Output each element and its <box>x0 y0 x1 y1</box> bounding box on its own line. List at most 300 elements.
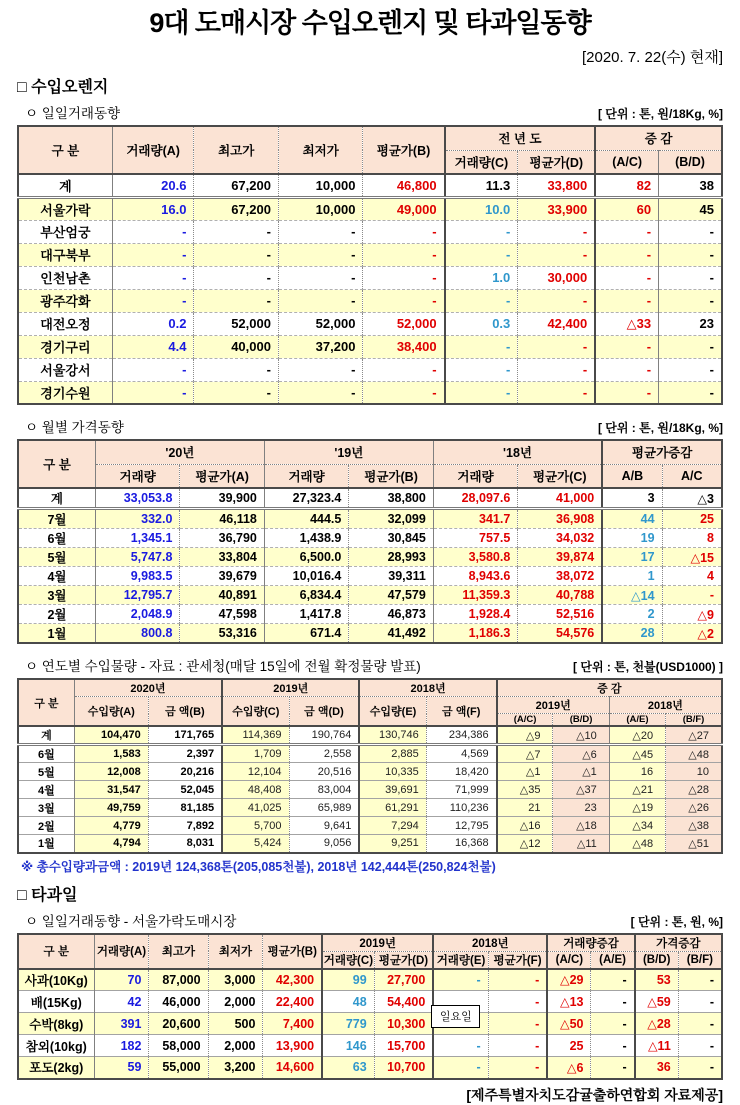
data-cell: 114,369 <box>222 726 289 745</box>
column-header: 거래량 <box>433 464 517 488</box>
data-cell: 28,097.6 <box>433 488 517 509</box>
data-cell: 110,236 <box>426 799 496 817</box>
data-cell: 28 <box>602 624 662 644</box>
data-cell: - <box>659 220 722 243</box>
column-header: 증 감 <box>497 679 722 697</box>
data-cell: 20,600 <box>149 1013 208 1035</box>
column-header: A/B <box>602 464 662 488</box>
data-cell: - <box>433 1035 488 1057</box>
data-cell: 39,874 <box>518 548 602 567</box>
data-cell: △7 <box>497 745 553 763</box>
data-cell: - <box>678 1013 722 1035</box>
data-cell: 40,891 <box>180 586 264 605</box>
data-cell: 38,400 <box>363 335 445 358</box>
data-cell: 182 <box>94 1035 149 1057</box>
data-cell: 1,438.9 <box>264 529 348 548</box>
column-header: (B/D) <box>553 714 609 727</box>
table-row <box>18 509 722 529</box>
data-cell: - <box>194 358 278 381</box>
data-cell: △16 <box>497 817 553 835</box>
unit-label: [ 단위 : 톤, 천불(USD1000) ] <box>573 660 723 675</box>
data-cell: 4.4 <box>112 335 194 358</box>
subsection-label: ㅇ 월별 가격동향 <box>25 420 124 436</box>
data-cell: 16,368 <box>426 835 496 853</box>
data-cell: 36 <box>635 1057 679 1079</box>
data-cell: - <box>595 358 658 381</box>
row-label: 인천남촌 <box>18 266 112 289</box>
data-cell: - <box>278 243 362 266</box>
data-cell: 8,031 <box>148 835 222 853</box>
data-cell: △45 <box>609 745 665 763</box>
data-cell: 130,746 <box>359 726 426 745</box>
row-label: 배(15Kg) <box>18 991 94 1013</box>
data-cell: 52,045 <box>148 781 222 799</box>
data-cell: 39,900 <box>180 488 264 509</box>
data-cell: 9,641 <box>289 817 359 835</box>
column-header: 구 분 <box>18 679 74 726</box>
row-label: 포도(2kg) <box>18 1057 94 1079</box>
data-cell: 8,943.6 <box>433 567 517 586</box>
data-cell: 23 <box>659 312 722 335</box>
data-cell: 48,408 <box>222 781 289 799</box>
data-cell: 41,492 <box>349 624 433 644</box>
row-label: 7월 <box>18 509 95 529</box>
data-cell: 4,569 <box>426 745 496 763</box>
row-label: 3월 <box>18 799 74 817</box>
data-cell: △21 <box>609 781 665 799</box>
data-cell: 42 <box>94 991 149 1013</box>
data-cell: - <box>518 358 595 381</box>
data-cell: 779 <box>322 1013 374 1035</box>
column-header: 최고가 <box>149 934 208 969</box>
column-header: 평균가(B) <box>363 126 445 174</box>
data-cell: 10,700 <box>374 1057 433 1079</box>
data-cell: 0.3 <box>445 312 518 335</box>
data-cell: - <box>518 243 595 266</box>
subsection-label: ㅇ 일일거래동향 - 서울가락도매시장 <box>25 913 237 929</box>
column-header: 수입량(C) <box>222 697 289 727</box>
data-cell: 14,600 <box>263 1057 322 1079</box>
data-cell: - <box>488 1035 547 1057</box>
table-row <box>18 567 722 586</box>
data-cell: - <box>595 266 658 289</box>
data-cell: 48 <box>322 991 374 1013</box>
data-cell: 71,999 <box>426 781 496 799</box>
data-cell: 0.2 <box>112 312 194 335</box>
data-cell: 1,928.4 <box>433 605 517 624</box>
data-cell: 58,000 <box>149 1035 208 1057</box>
data-cell: 28,993 <box>349 548 433 567</box>
data-cell: - <box>662 586 722 605</box>
data-cell: 52,000 <box>278 312 362 335</box>
data-cell: 2 <box>602 605 662 624</box>
data-cell: - <box>591 1035 635 1057</box>
data-cell: △35 <box>497 781 553 799</box>
column-header: 평균가(D) <box>374 951 433 969</box>
column-header: 거래량(A) <box>112 126 194 174</box>
data-cell: 10,000 <box>278 174 362 197</box>
data-cell: 87,000 <box>149 969 208 991</box>
column-header: 2020년 <box>74 679 222 697</box>
data-cell: - <box>194 220 278 243</box>
data-cell: 1,417.8 <box>264 605 348 624</box>
row-label: 6월 <box>18 529 95 548</box>
data-cell: △6 <box>547 1057 591 1079</box>
data-cell: - <box>445 335 518 358</box>
column-header: 거래량 <box>264 464 348 488</box>
data-cell: △3 <box>662 488 722 509</box>
data-cell: △18 <box>553 817 609 835</box>
column-header: (B/D) <box>659 150 722 174</box>
data-cell: 6,834.4 <box>264 586 348 605</box>
data-cell: 83,004 <box>289 781 359 799</box>
data-cell: - <box>363 358 445 381</box>
column-header: 가격증감 <box>635 934 722 952</box>
column-header: 2019년 <box>322 934 433 952</box>
data-cell: 12,795 <box>426 817 496 835</box>
data-cell: 33,053.8 <box>95 488 179 509</box>
row-label: 계 <box>18 726 74 745</box>
data-cell: - <box>488 969 547 991</box>
data-cell: 46,873 <box>349 605 433 624</box>
row-label: 4월 <box>18 781 74 799</box>
data-cell: 5,700 <box>222 817 289 835</box>
column-header: 거래량증감 <box>547 934 634 952</box>
data-cell: △59 <box>635 991 679 1013</box>
data-cell: 104,470 <box>74 726 148 745</box>
data-cell: - <box>591 1057 635 1079</box>
data-cell: - <box>595 381 658 404</box>
row-label: 사과(10Kg) <box>18 969 94 991</box>
data-cell: - <box>112 266 194 289</box>
column-header: '18년 <box>433 440 602 464</box>
data-cell: 146 <box>322 1035 374 1057</box>
data-cell: 16.0 <box>112 197 194 220</box>
data-cell: 8 <box>662 529 722 548</box>
column-header: 구 분 <box>18 126 112 174</box>
data-cell: - <box>488 1013 547 1035</box>
data-cell: △15 <box>662 548 722 567</box>
column-header: (B/F) <box>678 951 722 969</box>
data-cell: - <box>363 220 445 243</box>
data-cell: 55,000 <box>149 1057 208 1079</box>
data-cell: 190,764 <box>289 726 359 745</box>
data-cell: 27,700 <box>374 969 433 991</box>
data-cell: 341.7 <box>433 509 517 529</box>
data-cell: 234,386 <box>426 726 496 745</box>
data-cell: 42,400 <box>518 312 595 335</box>
table-row <box>18 817 722 835</box>
data-cell: 7,892 <box>148 817 222 835</box>
table-row <box>18 799 722 817</box>
data-cell: - <box>445 243 518 266</box>
data-cell: △27 <box>666 726 722 745</box>
data-cell: - <box>278 220 362 243</box>
data-cell: - <box>518 289 595 312</box>
column-header: 수입량(A) <box>74 697 148 727</box>
column-header: (A/E) <box>591 951 635 969</box>
data-cell: - <box>659 266 722 289</box>
data-cell: 9,056 <box>289 835 359 853</box>
subsection-orange-monthly <box>17 416 723 436</box>
data-cell: △20 <box>609 726 665 745</box>
orange-daily-trade-table <box>17 125 723 405</box>
data-cell: 61,291 <box>359 799 426 817</box>
data-cell: - <box>363 289 445 312</box>
data-cell: 82 <box>595 174 658 197</box>
other-fruit-table-wrap <box>17 933 723 1080</box>
data-cell: - <box>112 220 194 243</box>
data-cell: 22,400 <box>263 991 322 1013</box>
orange-yearly-import-table <box>17 678 723 854</box>
data-cell: 47,598 <box>180 605 264 624</box>
unit-label: [ 단위 : 톤, 원, %] <box>630 914 723 929</box>
data-cell: 67,200 <box>194 174 278 197</box>
data-cell: 60 <box>595 197 658 220</box>
data-cell: △26 <box>666 799 722 817</box>
column-header: 최저가 <box>278 126 362 174</box>
data-cell: △48 <box>609 835 665 853</box>
sunday-note-box: 일요일 <box>431 1005 480 1028</box>
data-cell: - <box>595 243 658 266</box>
data-cell: - <box>363 243 445 266</box>
row-label: 6월 <box>18 745 74 763</box>
data-cell: 1,186.3 <box>433 624 517 644</box>
row-label: 계 <box>18 488 95 509</box>
data-cell: 3 <box>602 488 662 509</box>
data-cell: 500 <box>208 1013 263 1035</box>
data-cell: △28 <box>666 781 722 799</box>
data-cell: 12,795.7 <box>95 586 179 605</box>
row-label: 1월 <box>18 624 95 644</box>
data-cell: 18,420 <box>426 763 496 781</box>
data-cell: - <box>518 335 595 358</box>
table-row <box>18 335 722 358</box>
data-cell: △9 <box>662 605 722 624</box>
data-cell: 20,516 <box>289 763 359 781</box>
column-header: 금 액(D) <box>289 697 359 727</box>
data-source-footer: [제주특별자치도감귤출하연합회 자료제공] <box>466 1086 723 1103</box>
subsection-label: ㅇ 연도별 수입물량 - 자료 : 관세청(매달 15일에 전월 확정물량 발표) <box>25 659 421 675</box>
data-cell: 32,099 <box>349 509 433 529</box>
subsection-orange-daily <box>17 102 723 122</box>
data-cell: - <box>112 381 194 404</box>
data-cell: △38 <box>666 817 722 835</box>
data-cell: △50 <box>547 1013 591 1035</box>
table-row <box>18 781 722 799</box>
data-cell: - <box>194 381 278 404</box>
table-row <box>18 488 722 509</box>
data-cell: △28 <box>635 1013 679 1035</box>
data-cell: 3,580.8 <box>433 548 517 567</box>
table-row <box>18 266 722 289</box>
data-cell: 53 <box>635 969 679 991</box>
data-cell: 40,000 <box>194 335 278 358</box>
data-cell: 12,104 <box>222 763 289 781</box>
data-cell: 4,779 <box>74 817 148 835</box>
data-cell: - <box>518 220 595 243</box>
data-cell: - <box>278 266 362 289</box>
data-cell: - <box>433 1057 488 1079</box>
data-cell: - <box>659 289 722 312</box>
data-cell: - <box>363 266 445 289</box>
table-row <box>18 174 722 197</box>
data-cell: - <box>659 358 722 381</box>
data-cell: 7,400 <box>263 1013 322 1035</box>
row-label: 1월 <box>18 835 74 853</box>
data-cell: 2,558 <box>289 745 359 763</box>
data-cell: 391 <box>94 1013 149 1035</box>
data-cell: 21 <box>497 799 553 817</box>
data-cell: 36,790 <box>180 529 264 548</box>
data-cell: 54,576 <box>518 624 602 644</box>
table-row <box>18 969 722 991</box>
data-cell: 23 <box>553 799 609 817</box>
data-cell: - <box>659 335 722 358</box>
data-cell: 171,765 <box>148 726 222 745</box>
column-header: 구 분 <box>18 440 95 488</box>
data-cell: - <box>591 991 635 1013</box>
column-header: 2018년 <box>433 934 547 952</box>
data-cell: - <box>278 358 362 381</box>
data-cell: 800.8 <box>95 624 179 644</box>
data-cell: 1.0 <box>445 266 518 289</box>
column-header: 거래량(C) <box>322 951 374 969</box>
data-cell: 40,788 <box>518 586 602 605</box>
data-cell: 46,118 <box>180 509 264 529</box>
table-row <box>18 1035 722 1057</box>
column-header: 거래량(A) <box>94 934 149 969</box>
data-cell: 10,016.4 <box>264 567 348 586</box>
data-cell: 59 <box>94 1057 149 1079</box>
column-header: 거래량 <box>95 464 179 488</box>
data-cell: 17 <box>602 548 662 567</box>
table-row <box>18 220 722 243</box>
table-row <box>18 243 722 266</box>
data-cell: 70 <box>94 969 149 991</box>
data-cell: - <box>488 991 547 1013</box>
row-label: 부산엄궁 <box>18 220 112 243</box>
data-cell: △29 <box>547 969 591 991</box>
table-row <box>18 726 722 745</box>
row-label: 계 <box>18 174 112 197</box>
data-cell: 25 <box>662 509 722 529</box>
row-label: 서울강서 <box>18 358 112 381</box>
data-cell: 19 <box>602 529 662 548</box>
row-label: 대전오정 <box>18 312 112 335</box>
other-fruit-daily-table <box>17 933 723 1080</box>
table-row <box>18 586 722 605</box>
data-cell: 81,185 <box>148 799 222 817</box>
data-cell: 30,845 <box>349 529 433 548</box>
data-cell: 2,048.9 <box>95 605 179 624</box>
data-cell: 2,000 <box>208 1035 263 1057</box>
subsection-other-daily <box>17 910 723 930</box>
data-cell: 20.6 <box>112 174 194 197</box>
data-cell: △51 <box>666 835 722 853</box>
data-cell: 39,691 <box>359 781 426 799</box>
data-cell: 757.5 <box>433 529 517 548</box>
data-cell: 49,759 <box>74 799 148 817</box>
data-cell: - <box>591 969 635 991</box>
data-cell: 444.5 <box>264 509 348 529</box>
data-cell: 52,516 <box>518 605 602 624</box>
data-cell: △33 <box>595 312 658 335</box>
column-header: 2018년 <box>359 679 496 697</box>
data-cell: 27,323.4 <box>264 488 348 509</box>
data-cell: - <box>433 969 488 991</box>
data-cell: △48 <box>666 745 722 763</box>
data-cell: 30,000 <box>518 266 595 289</box>
data-cell: 1,583 <box>74 745 148 763</box>
table-row <box>18 624 722 644</box>
column-header: 평균가(A) <box>180 464 264 488</box>
column-header: 평균가증감 <box>602 440 722 464</box>
row-label: 수박(8kg) <box>18 1013 94 1035</box>
data-cell: 12,008 <box>74 763 148 781</box>
data-cell: 63 <box>322 1057 374 1079</box>
data-cell: 53,316 <box>180 624 264 644</box>
row-label: 광주각화 <box>18 289 112 312</box>
data-cell: - <box>363 381 445 404</box>
column-header: 거래량(E) <box>433 951 488 969</box>
data-cell: - <box>518 381 595 404</box>
data-cell: - <box>112 358 194 381</box>
table-row <box>18 548 722 567</box>
data-cell: - <box>194 243 278 266</box>
data-cell: 36,908 <box>518 509 602 529</box>
data-cell: - <box>445 381 518 404</box>
data-cell: 6,500.0 <box>264 548 348 567</box>
data-cell: 7,294 <box>359 817 426 835</box>
table-row <box>18 289 722 312</box>
data-cell: 42,300 <box>263 969 322 991</box>
column-header: 수입량(E) <box>359 697 426 727</box>
column-header: (B/F) <box>666 714 722 727</box>
data-cell: 332.0 <box>95 509 179 529</box>
data-cell: △11 <box>635 1035 679 1057</box>
data-cell: 10.0 <box>445 197 518 220</box>
data-cell: - <box>445 358 518 381</box>
data-cell: 99 <box>322 969 374 991</box>
data-cell: 13,900 <box>263 1035 322 1057</box>
data-cell: △1 <box>497 763 553 781</box>
report-date: [2020. 7. 22(수) 현재] <box>581 49 723 67</box>
data-cell: 10,335 <box>359 763 426 781</box>
column-header: 2018년 <box>609 697 722 714</box>
data-cell: 2,000 <box>208 991 263 1013</box>
row-label: 서울가락 <box>18 197 112 220</box>
data-cell: △10 <box>553 726 609 745</box>
data-cell: - <box>278 289 362 312</box>
data-cell: 67,200 <box>194 197 278 220</box>
data-cell: 3,200 <box>208 1057 263 1079</box>
data-cell: 671.4 <box>264 624 348 644</box>
data-cell: 52,000 <box>363 312 445 335</box>
data-cell: - <box>659 243 722 266</box>
data-cell: 45 <box>659 197 722 220</box>
data-cell: 10,000 <box>278 197 362 220</box>
data-cell: 65,989 <box>289 799 359 817</box>
data-cell: 54,400 <box>374 991 433 1013</box>
data-cell: 49,000 <box>363 197 445 220</box>
column-header: A/C <box>662 464 722 488</box>
row-label: 참외(10kg) <box>18 1035 94 1057</box>
column-header: 구 분 <box>18 934 94 969</box>
column-header: 증 감 <box>595 126 722 150</box>
table-row <box>18 529 722 548</box>
table-row <box>18 605 722 624</box>
